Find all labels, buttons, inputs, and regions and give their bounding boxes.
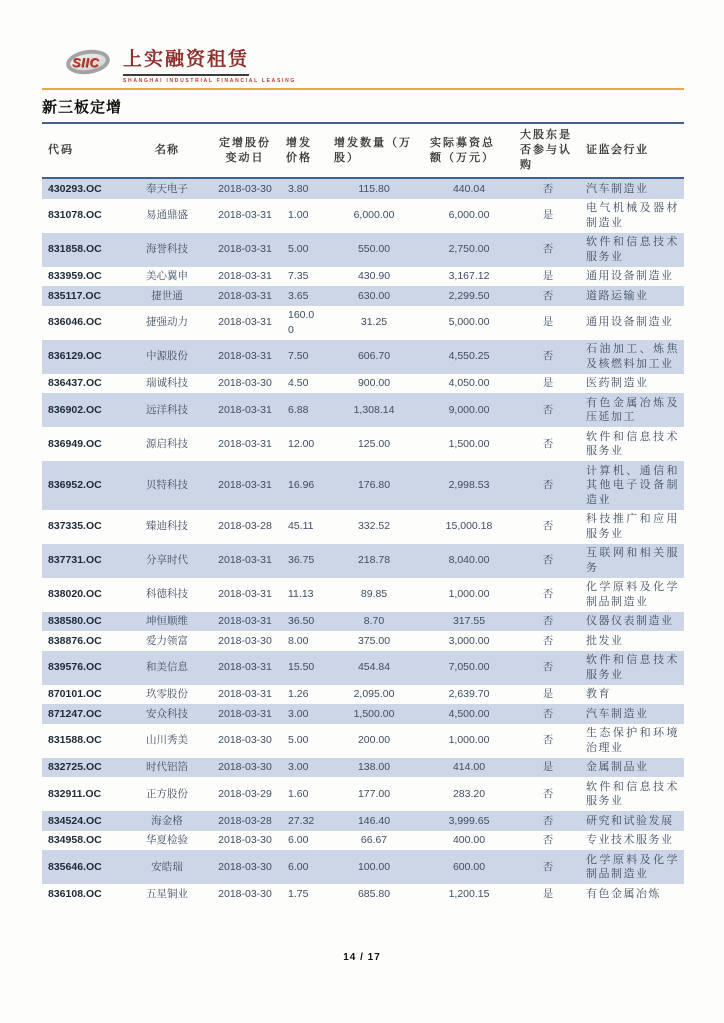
- cell-name: 捷强动力: [146, 316, 188, 329]
- cell-name: 五星铜业: [146, 887, 188, 900]
- cell-amount: 400.00: [452, 834, 486, 846]
- cell-code: 430293.OC: [42, 178, 128, 199]
- cell-name: 臻迪科技: [146, 520, 188, 533]
- cell-part: 否: [514, 286, 582, 306]
- cell-code: 835117.OC: [42, 286, 128, 306]
- cell-code: 834958.OC: [48, 834, 102, 846]
- cell-industry: 石油加工、炼焦及核燃料加工业: [582, 340, 684, 374]
- cell-code: 836108.OC: [48, 887, 102, 900]
- cell-name: 源启科技: [146, 437, 188, 450]
- cell-name: 海誉科技: [128, 233, 206, 267]
- cell-date: 2018-03-31: [206, 340, 284, 374]
- cell-date: 2018-03-30: [218, 887, 272, 900]
- cell-part: 否: [542, 520, 554, 533]
- cell-code: 838876.OC: [48, 634, 102, 647]
- cell-price: 160.00: [288, 309, 315, 336]
- cell-part: 否: [514, 811, 582, 831]
- logo-text-block: [123, 44, 296, 84]
- cell-qty: 630.00: [324, 286, 424, 306]
- cell-industry: 道路运输业: [582, 286, 684, 306]
- cell-date: 2018-03-28: [206, 811, 284, 831]
- cell-price: 36.75: [284, 544, 324, 578]
- table-row: [42, 685, 684, 705]
- cell-amount: 2,998.53: [424, 461, 514, 510]
- cell-amount: 1,000.00: [448, 734, 490, 747]
- siic-logo-mark: [64, 48, 116, 80]
- cell-part: 否: [514, 651, 582, 685]
- cell-code: 834524.OC: [42, 811, 128, 831]
- cell-price: 3.00: [284, 758, 324, 778]
- cell-price: 5.00: [284, 233, 324, 267]
- cell-price: 6.00: [288, 834, 309, 846]
- cell-part: 否: [542, 787, 554, 800]
- table-row: [42, 178, 684, 199]
- cell-price: 45.11: [288, 520, 314, 533]
- cell-date: 2018-03-31: [218, 588, 272, 601]
- cell-part: 否: [542, 734, 554, 747]
- cell-date: 2018-03-30: [218, 377, 272, 389]
- cell-code: 836129.OC: [42, 340, 128, 374]
- table-row: [42, 340, 684, 374]
- cell-qty: 115.80: [324, 178, 424, 199]
- table-row: [42, 811, 684, 831]
- gold-divider: [42, 88, 684, 90]
- cell-part: 否: [514, 461, 582, 510]
- cell-date: 2018-03-30: [218, 734, 272, 747]
- cell-name: 远洋科技: [128, 393, 206, 427]
- cell-date: 2018-03-31: [206, 544, 284, 578]
- table-row: [42, 631, 684, 651]
- cell-name: 玖零股份: [146, 688, 188, 700]
- table-row: [42, 306, 684, 340]
- cell-date: 2018-03-31: [206, 612, 284, 632]
- cell-amount: 3,167.12: [448, 270, 490, 282]
- cell-qty: 176.80: [324, 461, 424, 510]
- cell-amount: 283.20: [452, 787, 486, 800]
- cell-amount: 4,050.00: [448, 377, 490, 389]
- cell-price: 5.00: [288, 734, 309, 747]
- cell-amount: 9,000.00: [424, 393, 514, 427]
- cell-qty: 900.00: [357, 377, 391, 389]
- cell-amount: 1,000.00: [448, 588, 490, 601]
- cell-name: 中源股份: [128, 340, 206, 374]
- cell-amount: 6,000.00: [448, 209, 490, 222]
- table-row: [42, 758, 684, 778]
- cell-part: 否: [514, 544, 582, 578]
- cell-price: 6.00: [284, 850, 324, 884]
- cell-price: 27.32: [284, 811, 324, 831]
- cell-part: 否: [514, 393, 582, 427]
- cell-date: 2018-03-30: [218, 634, 272, 647]
- cell-part: 否: [514, 178, 582, 199]
- cell-price: 1.00: [288, 209, 309, 222]
- cell-part: 是: [542, 316, 554, 329]
- cell-amount: 3,000.00: [448, 634, 490, 647]
- cell-amount: 317.55: [424, 612, 514, 632]
- column-header-code: 代码: [42, 123, 128, 178]
- cell-amount: 7,050.00: [424, 651, 514, 685]
- cell-price: 1.26: [288, 688, 309, 700]
- cell-qty: 218.78: [324, 544, 424, 578]
- cell-part: 否: [514, 704, 582, 724]
- table-row: [42, 374, 684, 394]
- table-row: [42, 286, 684, 306]
- cell-part: 否: [542, 634, 554, 647]
- cell-qty: 177.00: [357, 787, 391, 800]
- column-header-qty: 增发数量（万股）: [324, 123, 424, 178]
- cell-qty: 6,000.00: [353, 209, 395, 222]
- cell-price: 3.00: [284, 704, 324, 724]
- cell-code: 835646.OC: [42, 850, 128, 884]
- cell-code: 832911.OC: [48, 787, 102, 800]
- cell-part: 是: [542, 688, 554, 700]
- table-row: [42, 724, 684, 758]
- cell-amount: 600.00: [424, 850, 514, 884]
- company-name-en: SHANGHAI INDUSTRIAL FINANCIAL LEASING: [123, 78, 296, 84]
- cell-qty: 66.67: [360, 834, 388, 846]
- table-header-row: [42, 123, 684, 178]
- cell-name: 贝特科技: [128, 461, 206, 510]
- cell-name: 易通鼎盛: [146, 209, 188, 222]
- cell-industry: 汽车制造业: [582, 704, 684, 724]
- cell-name: 海金格: [128, 811, 206, 831]
- company-logo: [64, 44, 296, 84]
- cell-date: 2018-03-31: [206, 233, 284, 267]
- cell-price: 36.50: [284, 612, 324, 632]
- cell-qty: 138.00: [324, 758, 424, 778]
- table-head: [42, 123, 684, 178]
- column-header-price: 增发价格: [284, 123, 324, 178]
- cell-amount: 440.04: [424, 178, 514, 199]
- cell-qty: 685.80: [357, 887, 391, 900]
- cell-name: 分享时代: [128, 544, 206, 578]
- cell-date: 2018-03-31: [206, 393, 284, 427]
- cell-code: 837335.OC: [48, 520, 102, 533]
- cell-name: 安众科技: [128, 704, 206, 724]
- table-row: [42, 651, 684, 685]
- cell-price: 15.50: [284, 651, 324, 685]
- cell-amount: 2,639.70: [448, 688, 490, 700]
- cell-industry: 通用设备制造业: [586, 316, 674, 329]
- cell-date: 2018-03-28: [218, 520, 272, 533]
- cell-date: 2018-03-31: [218, 437, 272, 450]
- table-row: [42, 427, 684, 461]
- placement-table: [42, 122, 684, 904]
- cell-qty: 454.84: [324, 651, 424, 685]
- cell-date: 2018-03-31: [218, 209, 272, 222]
- cell-part: 是: [542, 209, 554, 222]
- cell-price: 1.75: [288, 887, 309, 900]
- cell-industry: 通用设备制造业: [586, 270, 674, 282]
- cell-name: 和美信息: [128, 651, 206, 685]
- cell-code: 871247.OC: [42, 704, 128, 724]
- cell-part: 是: [542, 887, 554, 900]
- company-name-cn: 上实融资租赁: [123, 44, 249, 76]
- cell-qty: 146.40: [324, 811, 424, 831]
- cell-industry: 医药制造业: [586, 377, 649, 389]
- cell-qty: 430.90: [357, 270, 391, 282]
- cell-part: 是: [514, 758, 582, 778]
- cell-qty: 200.00: [357, 734, 391, 747]
- cell-code: 836046.OC: [48, 316, 102, 329]
- cell-code: 831078.OC: [48, 209, 102, 222]
- column-header-date: 定增股份变动日: [206, 123, 284, 178]
- cell-amount: 2,750.00: [424, 233, 514, 267]
- cell-code: 839576.OC: [42, 651, 128, 685]
- cell-date: 2018-03-31: [206, 651, 284, 685]
- cell-industry: 汽车制造业: [582, 178, 684, 199]
- cell-amount: 1,200.15: [448, 887, 490, 900]
- cell-date: 2018-03-31: [218, 688, 272, 700]
- cell-name: 时代铝箔: [128, 758, 206, 778]
- column-header-part: 大股东是否参与认购: [514, 123, 582, 178]
- page-number: 14 / 17: [343, 952, 381, 963]
- cell-date: 2018-03-31: [218, 316, 272, 329]
- cell-date: 2018-03-31: [206, 461, 284, 510]
- table-row: [42, 884, 684, 904]
- cell-price: 8.00: [288, 634, 309, 647]
- cell-amount: 414.00: [424, 758, 514, 778]
- cell-industry: 科技推广和应用服务业: [586, 513, 679, 540]
- cell-industry: 专业技术服务业: [586, 834, 674, 846]
- cell-amount: 1,500.00: [448, 437, 490, 450]
- cell-amount: 15,000.18: [445, 520, 493, 533]
- cell-price: 12.00: [288, 437, 315, 450]
- cell-qty: 550.00: [324, 233, 424, 267]
- cell-price: 11.13: [288, 588, 314, 601]
- cell-code: 836902.OC: [42, 393, 128, 427]
- cell-qty: 606.70: [324, 340, 424, 374]
- cell-amount: 4,550.25: [424, 340, 514, 374]
- table-row: [42, 267, 684, 287]
- cell-name: 华夏检验: [146, 834, 188, 846]
- cell-qty: 89.85: [360, 588, 388, 601]
- cell-price: 7.50: [284, 340, 324, 374]
- cell-industry: 教育: [586, 688, 611, 700]
- cell-industry: 金属制品业: [582, 758, 684, 778]
- cell-amount: 2,299.50: [424, 286, 514, 306]
- cell-code: 836952.OC: [42, 461, 128, 510]
- cell-code: 836437.OC: [48, 377, 102, 389]
- cell-date: 2018-03-31: [218, 270, 272, 282]
- cell-name: 安皓瑞: [128, 850, 206, 884]
- cell-part: 否: [514, 340, 582, 374]
- cell-industry: 研究和试验发展: [582, 811, 684, 831]
- cell-code: 838580.OC: [42, 612, 128, 632]
- table-row: [42, 544, 684, 578]
- cell-qty: 31.25: [360, 316, 388, 329]
- table-row: [42, 461, 684, 510]
- table-row: [42, 510, 684, 544]
- cell-industry: 计算机、通信和其他电子设备制造业: [582, 461, 684, 510]
- cell-name: 捷世通: [128, 286, 206, 306]
- cell-part: 否: [514, 850, 582, 884]
- cell-name: 瑞诚科技: [146, 377, 188, 389]
- cell-part: 否: [514, 233, 582, 267]
- cell-industry: 有色金属冶炼: [586, 887, 661, 900]
- cell-industry: 软件和信息技术服务业: [586, 780, 679, 807]
- cell-part: 是: [542, 270, 554, 282]
- cell-date: 2018-03-30: [206, 850, 284, 884]
- cell-name: 坤恒顺维: [128, 612, 206, 632]
- table-row: [42, 393, 684, 427]
- cell-part: 否: [514, 612, 582, 632]
- cell-date: 2018-03-30: [206, 178, 284, 199]
- cell-amount: 5,000.00: [448, 316, 490, 329]
- cell-code: 832725.OC: [42, 758, 128, 778]
- cell-name: 山川秀美: [146, 734, 188, 747]
- cell-part: 否: [542, 588, 554, 601]
- cell-name: 科德科技: [146, 588, 188, 601]
- cell-code: 870101.OC: [48, 688, 102, 700]
- cell-qty: 125.00: [357, 437, 391, 450]
- table-row: [42, 831, 684, 851]
- cell-name: 奉天电子: [128, 178, 206, 199]
- cell-date: 2018-03-30: [218, 834, 272, 846]
- cell-part: 是: [542, 377, 554, 389]
- column-header-amount: 实际募资总额（万元）: [424, 123, 514, 178]
- cell-price: 7.35: [288, 270, 309, 282]
- cell-price: 4.50: [288, 377, 309, 389]
- cell-industry: 生态保护和环境治理业: [586, 727, 679, 754]
- cell-industry: 化学原料及化学制品制造业: [582, 850, 684, 884]
- cell-industry: 软件和信息技术服务业: [582, 233, 684, 267]
- cell-part: 否: [542, 437, 554, 450]
- cell-industry: 电气机械及器材制造业: [586, 202, 679, 229]
- cell-industry: 软件和信息技术服务业: [582, 651, 684, 685]
- column-header-industry: 证监会行业: [582, 123, 684, 178]
- table-body: [42, 178, 684, 904]
- cell-date: 2018-03-29: [218, 787, 272, 800]
- cell-price: 6.88: [284, 393, 324, 427]
- cell-name: 正方股份: [146, 787, 188, 800]
- cell-part: 否: [542, 834, 554, 846]
- cell-code: 831858.OC: [42, 233, 128, 267]
- cell-industry: 批发业: [586, 634, 624, 647]
- cell-code: 838020.OC: [48, 588, 102, 601]
- cell-industry: 软件和信息技术服务业: [586, 430, 679, 457]
- cell-qty: 1,500.00: [324, 704, 424, 724]
- column-header-name: 名称: [128, 123, 206, 178]
- cell-date: 2018-03-30: [206, 758, 284, 778]
- siic-logo-text: SIIC: [72, 55, 100, 70]
- cell-qty: 100.00: [324, 850, 424, 884]
- cell-code: 836949.OC: [48, 437, 102, 450]
- table-row: [42, 850, 684, 884]
- cell-code: 833959.OC: [48, 270, 102, 282]
- table-row: [42, 578, 684, 612]
- cell-date: 2018-03-31: [206, 286, 284, 306]
- cell-industry: 化学原料及化学制品制造业: [586, 581, 679, 608]
- cell-industry: 仪器仪表制造业: [582, 612, 684, 632]
- cell-price: 3.80: [284, 178, 324, 199]
- cell-industry: 有色金属冶炼及压延加工: [582, 393, 684, 427]
- table-row: [42, 199, 684, 233]
- cell-qty: 375.00: [357, 634, 391, 647]
- cell-code: 831588.OC: [48, 734, 102, 747]
- cell-amount: 4,500.00: [424, 704, 514, 724]
- cell-qty: 2,095.00: [353, 688, 395, 700]
- cell-qty: 332.52: [357, 520, 391, 533]
- cell-amount: 8,040.00: [424, 544, 514, 578]
- cell-qty: 8.70: [324, 612, 424, 632]
- table-row: [42, 777, 684, 811]
- table-row: [42, 704, 684, 724]
- cell-price: 1.60: [288, 787, 309, 800]
- table-row: [42, 233, 684, 267]
- cell-code: 837731.OC: [42, 544, 128, 578]
- cell-price: 16.96: [284, 461, 324, 510]
- cell-date: 2018-03-31: [206, 704, 284, 724]
- cell-name: 美心翼申: [146, 270, 188, 282]
- page-title: 新三板定增: [42, 99, 123, 116]
- cell-qty: 1,308.14: [324, 393, 424, 427]
- cell-name: 爱力领富: [146, 634, 188, 647]
- cell-price: 3.65: [284, 286, 324, 306]
- cell-amount: 3,999.65: [424, 811, 514, 831]
- table-row: [42, 612, 684, 632]
- cell-industry: 互联网和相关服务: [582, 544, 684, 578]
